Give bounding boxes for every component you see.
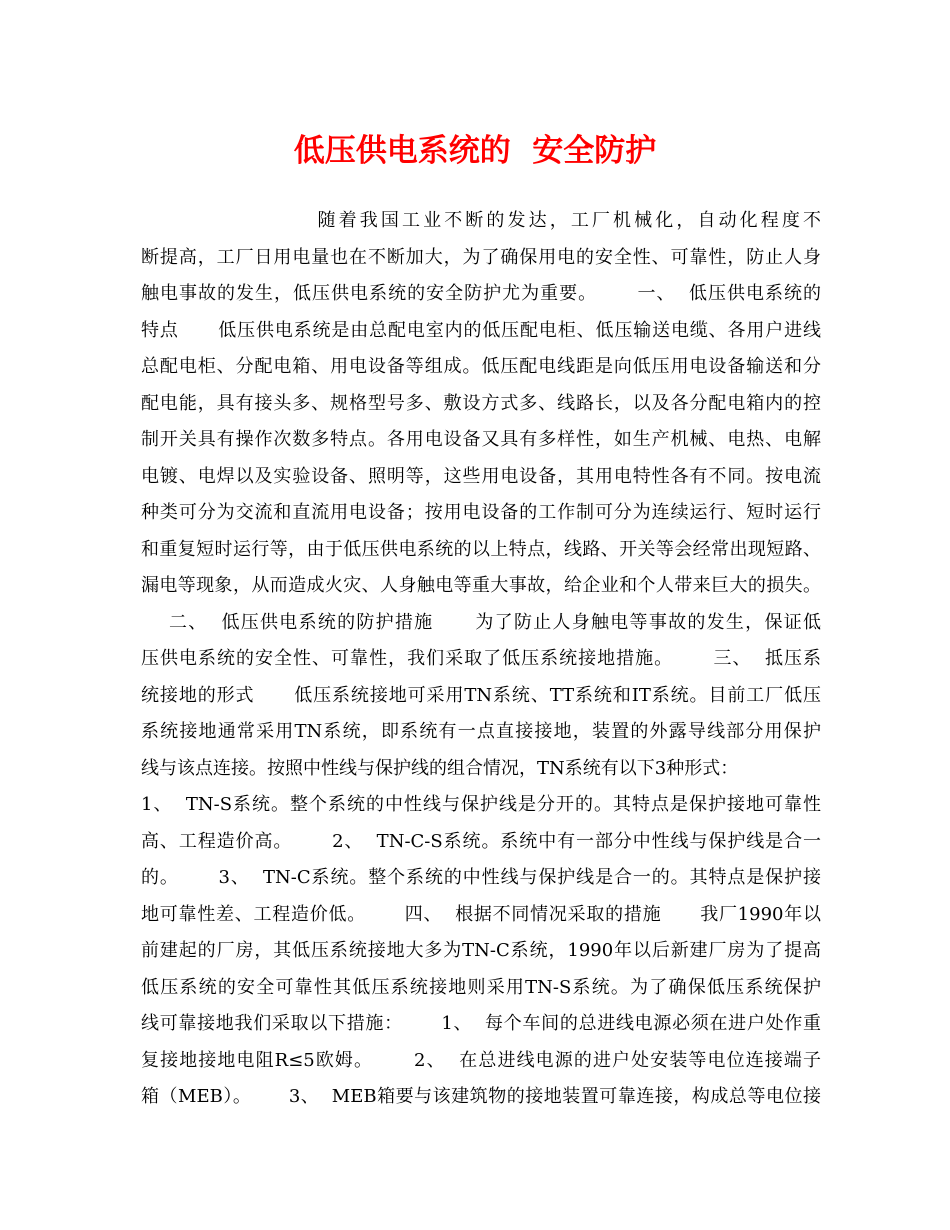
text-line: 的。 3、 TN-C系统。整个系统的中性线与保护线是合一的。其特点是保护接: [141, 867, 821, 888]
text-line: 制开关具有操作次数多特点。各用电设备又具有多样性，如生产机械、电热、电解: [141, 429, 821, 450]
text-line: 前建起的厂房，其低压系统接地大多为TN-C系统，1990年以后新建厂房为了提高: [141, 940, 821, 961]
text-line: 复接地接地电阻R≤5欧姆。 2、 在总进线电源的进户处安装等电位连接端子: [141, 1049, 821, 1071]
text-line: 电镀、电焊以及实验设备、照明等，这些用电设备，其用电特性各有不同。按电流: [141, 465, 821, 487]
text-line: 线可靠接地我们采取以下措施： 1、 每个车间的总进线电源必须在进户处作重: [141, 1013, 821, 1034]
text-line: 高、工程造价高。 2、 TN-C-S系统。系统中有一部分中性线与保护线是合一: [141, 830, 821, 852]
text-line: 漏电等现象，从而造成火灾、人身触电等重大事故，给企业和个人带来巨大的损失。: [141, 575, 821, 596]
text-line: 低压系统的安全可靠性其低压系统接地则采用TN-S系统。为了确保低压系统保护: [141, 976, 821, 998]
text-line: 配电能，具有接头多、规格型号多、敷设方式多、线路长，以及各分配电箱内的控: [141, 392, 821, 414]
text-line: 1、 TN-S系统。整个系统的中性线与保护线是分开的。其特点是保护接地可靠性: [141, 794, 821, 815]
text-line: 线与该点连接。按照中性线与保护线的组合情况，TN系统有以下3种形式：: [141, 757, 739, 779]
text-line: 压供电系统的安全性、可靠性，我们采取了低压系统接地措施。 三、 抵压系: [141, 648, 821, 669]
document-title: 低压供电系统的 安全防护: [293, 133, 657, 169]
document-body: [141, 203, 821, 1116]
text-line: 和重复短时运行等，由于低压供电系统的以上特点，线路、开关等会经常出现短路、: [141, 538, 821, 560]
text-line: 触电事故的发生，低压供电系统的安全防护尤为重要。 一、 低压供电系统的: [141, 283, 821, 304]
text-line: 二、 低压供电系统的防护措施 为了防止人身触电等事故的发生，保证低: [141, 611, 821, 633]
text-line: 箱（MEB）。 3、 MEB箱要与该建筑物的接地装置可靠连接，构成总等电位接: [141, 1086, 821, 1107]
text-line: 地可靠性差、工程造价低。 四、 根据不同情况采取的措施 我厂1990年以: [141, 903, 821, 925]
text-line: 总配电柜、分配电箱、用电设备等组成。低压配电线距是向低压用电设备输送和分: [141, 356, 821, 377]
text-line: 特点 低压供电系统是由总配电室内的低压配电柜、低压输送电缆、各用户进线: [141, 319, 821, 341]
text-line: 断提高，工厂日用电量也在不断加大，为了确保用电的安全性、可靠性，防止人身: [141, 246, 821, 268]
text-line: 系统接地通常采用TN系统，即系统有一点直接接地，装置的外露导线部分用保护: [141, 721, 821, 742]
text-line: 随着我国工业不断的发达，工厂机械化，自动化程度不: [141, 210, 821, 231]
text-line: 种类可分为交流和直流用电设备；按用电设备的工作制可分为连续运行、短时运行: [141, 502, 821, 523]
text-line: 统接地的形式 低压系统接地可采用TN系统、TT系统和IT系统。目前工厂低压: [141, 684, 821, 706]
